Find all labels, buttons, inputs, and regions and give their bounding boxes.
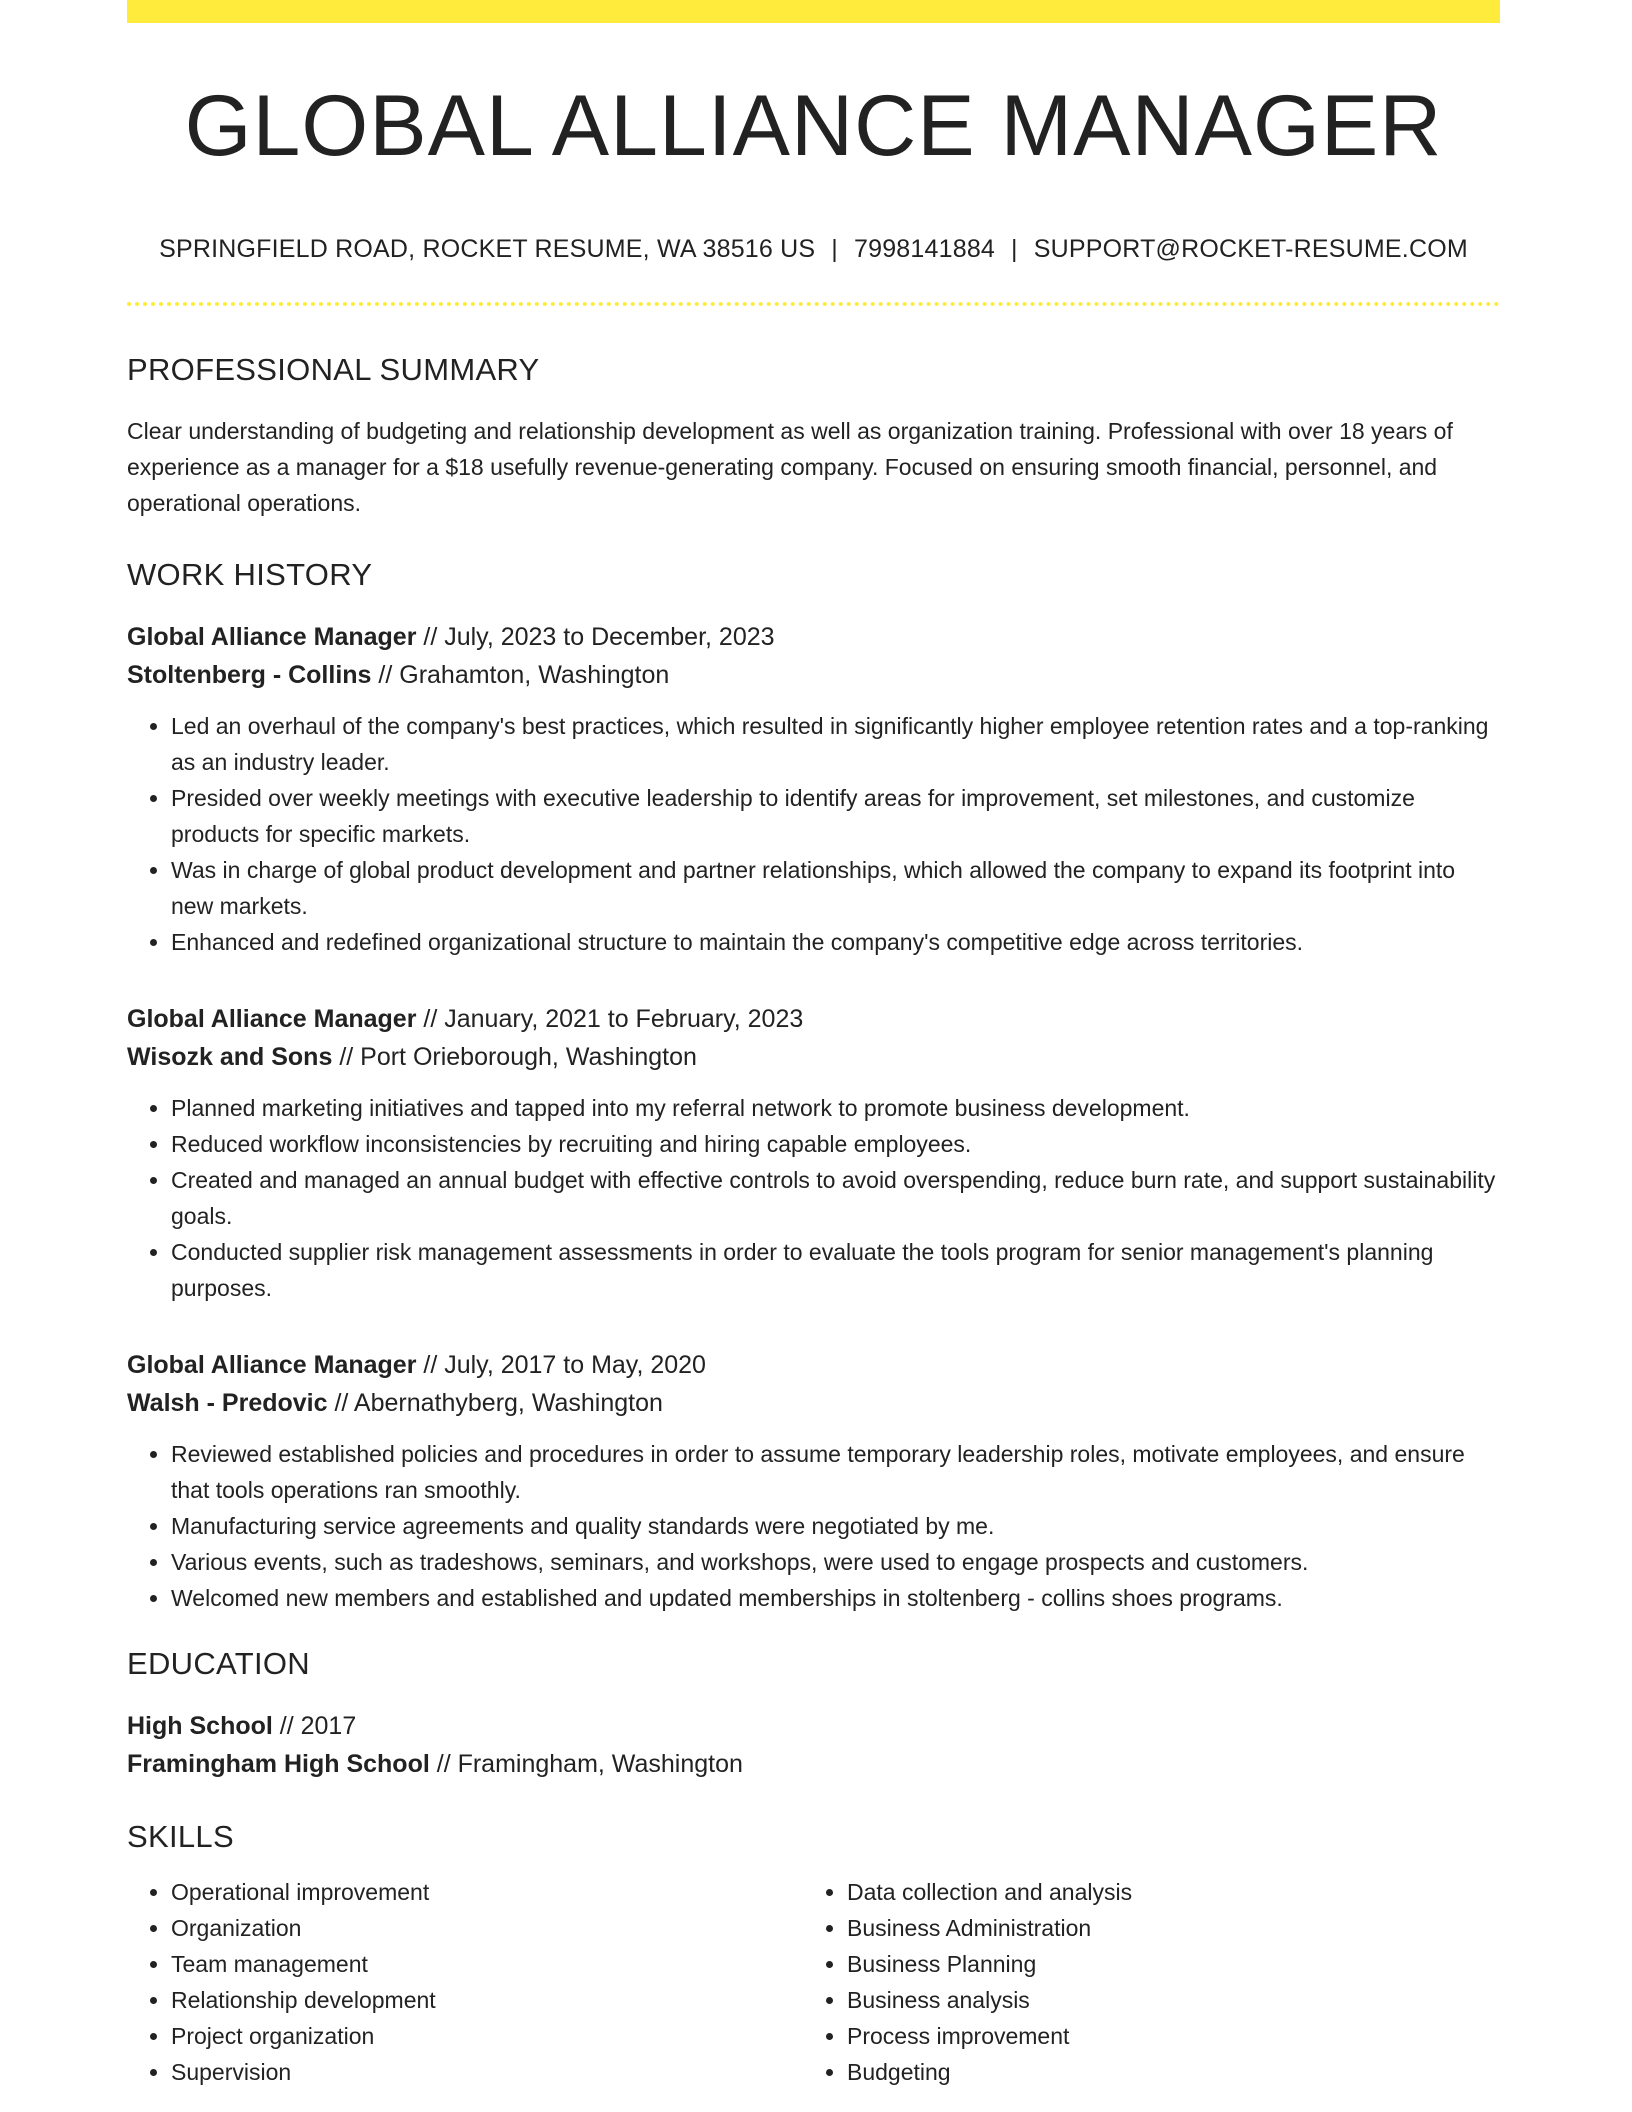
skill-item: • Business Administration — [847, 1910, 1500, 1946]
contact-separator: | — [831, 235, 838, 263]
job-bullet: • Reduced workflow inconsistencies by recruiting and hiring capable employees. — [171, 1126, 1500, 1162]
job-company-line — [127, 656, 1500, 694]
education-year: // 2017 — [279, 1712, 357, 1740]
skill-item: • Supervision — [171, 2054, 803, 2090]
job-bullet: • Reviewed established policies and procedures in order to assume temporary leadership roles, motivate employees, and ensure that tools operations ran smoothly. — [171, 1436, 1500, 1508]
job-bullet: • Conducted supplier risk management assessments in order to evaluate the tools program for senior management's planning purposes. — [171, 1234, 1500, 1306]
job-entry — [127, 618, 1500, 960]
education-entry — [127, 1707, 1500, 1783]
skill-item: • Data collection and analysis — [847, 1874, 1500, 1910]
job-bullet: • Planned marketing initiatives and tapped into my referral network to promote business development. — [171, 1090, 1500, 1126]
job-entry — [127, 1346, 1500, 1616]
job-bullet: • Presided over weekly meetings with executive leadership to identify areas for improvement, set milestones, and customize products for specific markets. — [171, 780, 1500, 852]
job-dates: // July, 2023 to December, 2023 — [423, 623, 775, 651]
job-location: // Port Orieborough, Washington — [339, 1043, 697, 1071]
skills-column-right — [803, 1874, 1500, 2090]
skill-item: • Relationship development — [171, 1982, 803, 2018]
job-role-line — [127, 618, 1500, 656]
job-role-line — [127, 1000, 1500, 1038]
skill-item: • Business analysis — [847, 1982, 1500, 2018]
job-company: Walsh - Predovic — [127, 1389, 328, 1417]
job-location: // Grahamton, Washington — [378, 661, 670, 689]
address: SPRINGFIELD ROAD, ROCKET RESUME, WA 38516 US — [159, 235, 816, 263]
education-school-line — [127, 1745, 1500, 1783]
skills-column-left — [127, 1874, 803, 2090]
job-bullet: • Was in charge of global product development and partner relationships, which allowed the company to expand its footprint into new markets. — [171, 852, 1500, 924]
job-bullets — [127, 1090, 1500, 1306]
education-degree: High School — [127, 1712, 273, 1740]
job-bullet: • Created and managed an annual budget with effective controls to avoid overspending, reduce burn rate, and support sustainability goals. — [171, 1162, 1500, 1234]
skills-list — [127, 1874, 1500, 2090]
job-bullets — [127, 1436, 1500, 1616]
job-company-line — [127, 1384, 1500, 1422]
skill-item: • Process improvement — [847, 2018, 1500, 2054]
email: SUPPORT@ROCKET-RESUME.COM — [1033, 235, 1468, 263]
skill-item: • Project organization — [171, 2018, 803, 2054]
education-degree-line — [127, 1707, 1500, 1745]
education-location: // Framingham, Washington — [436, 1750, 743, 1778]
job-location: // Abernathyberg, Washington — [334, 1389, 663, 1417]
resume-title: GLOBAL ALLIANCE MANAGER — [184, 78, 1443, 174]
skill-item: • Team management — [171, 1946, 803, 1982]
summary-text: Clear understanding of budgeting and relationship development as well as organization training. Professional with over 18 years of experience as a manager for a $18 usefully revenue-generating company. Focused on ensuring smooth financial, personnel, and operational operations. — [127, 418, 1453, 516]
job-role: Global Alliance Manager — [127, 623, 417, 651]
education-school: Framingham High School — [127, 1750, 430, 1778]
skill-item: • Operational improvement — [171, 1874, 803, 1910]
dotted-divider — [127, 302, 1500, 306]
job-company-line — [127, 1038, 1500, 1076]
top-accent-bar — [127, 0, 1500, 23]
work-history-heading: WORK HISTORY — [127, 557, 373, 592]
job-dates: // January, 2021 to February, 2023 — [423, 1005, 804, 1033]
job-bullet: • Welcomed new members and established and updated memberships in stoltenberg - collins shoes programs. — [171, 1580, 1500, 1616]
job-company: Stoltenberg - Collins — [127, 661, 372, 689]
skill-item: • Budgeting — [847, 2054, 1500, 2090]
summary-heading: PROFESSIONAL SUMMARY — [127, 352, 540, 387]
resume-page — [127, 0, 1500, 2090]
job-bullet: • Led an overhaul of the company's best practices, which resulted in significantly higher employee retention rates and a top-ranking as an industry leader. — [171, 708, 1500, 780]
job-dates: // July, 2017 to May, 2020 — [423, 1351, 706, 1379]
job-bullet: • Manufacturing service agreements and quality standards were negotiated by me. — [171, 1508, 1500, 1544]
skill-item: • Organization — [171, 1910, 803, 1946]
job-bullets — [127, 708, 1500, 960]
contact-line — [127, 237, 1500, 262]
phone: 7998141884 — [854, 235, 996, 263]
job-company: Wisozk and Sons — [127, 1043, 333, 1071]
skills-heading: SKILLS — [127, 1819, 234, 1854]
contact-separator: | — [1011, 235, 1018, 263]
job-role: Global Alliance Manager — [127, 1005, 417, 1033]
education-heading: EDUCATION — [127, 1646, 310, 1681]
job-bullet: • Various events, such as tradeshows, seminars, and workshops, were used to engage prospects and customers. — [171, 1544, 1500, 1580]
job-entry — [127, 1000, 1500, 1306]
job-bullet: • Enhanced and redefined organizational structure to maintain the company's competitive edge across territories. — [171, 924, 1500, 960]
skill-item: • Business Planning — [847, 1946, 1500, 1982]
job-role: Global Alliance Manager — [127, 1351, 417, 1379]
job-role-line — [127, 1346, 1500, 1384]
